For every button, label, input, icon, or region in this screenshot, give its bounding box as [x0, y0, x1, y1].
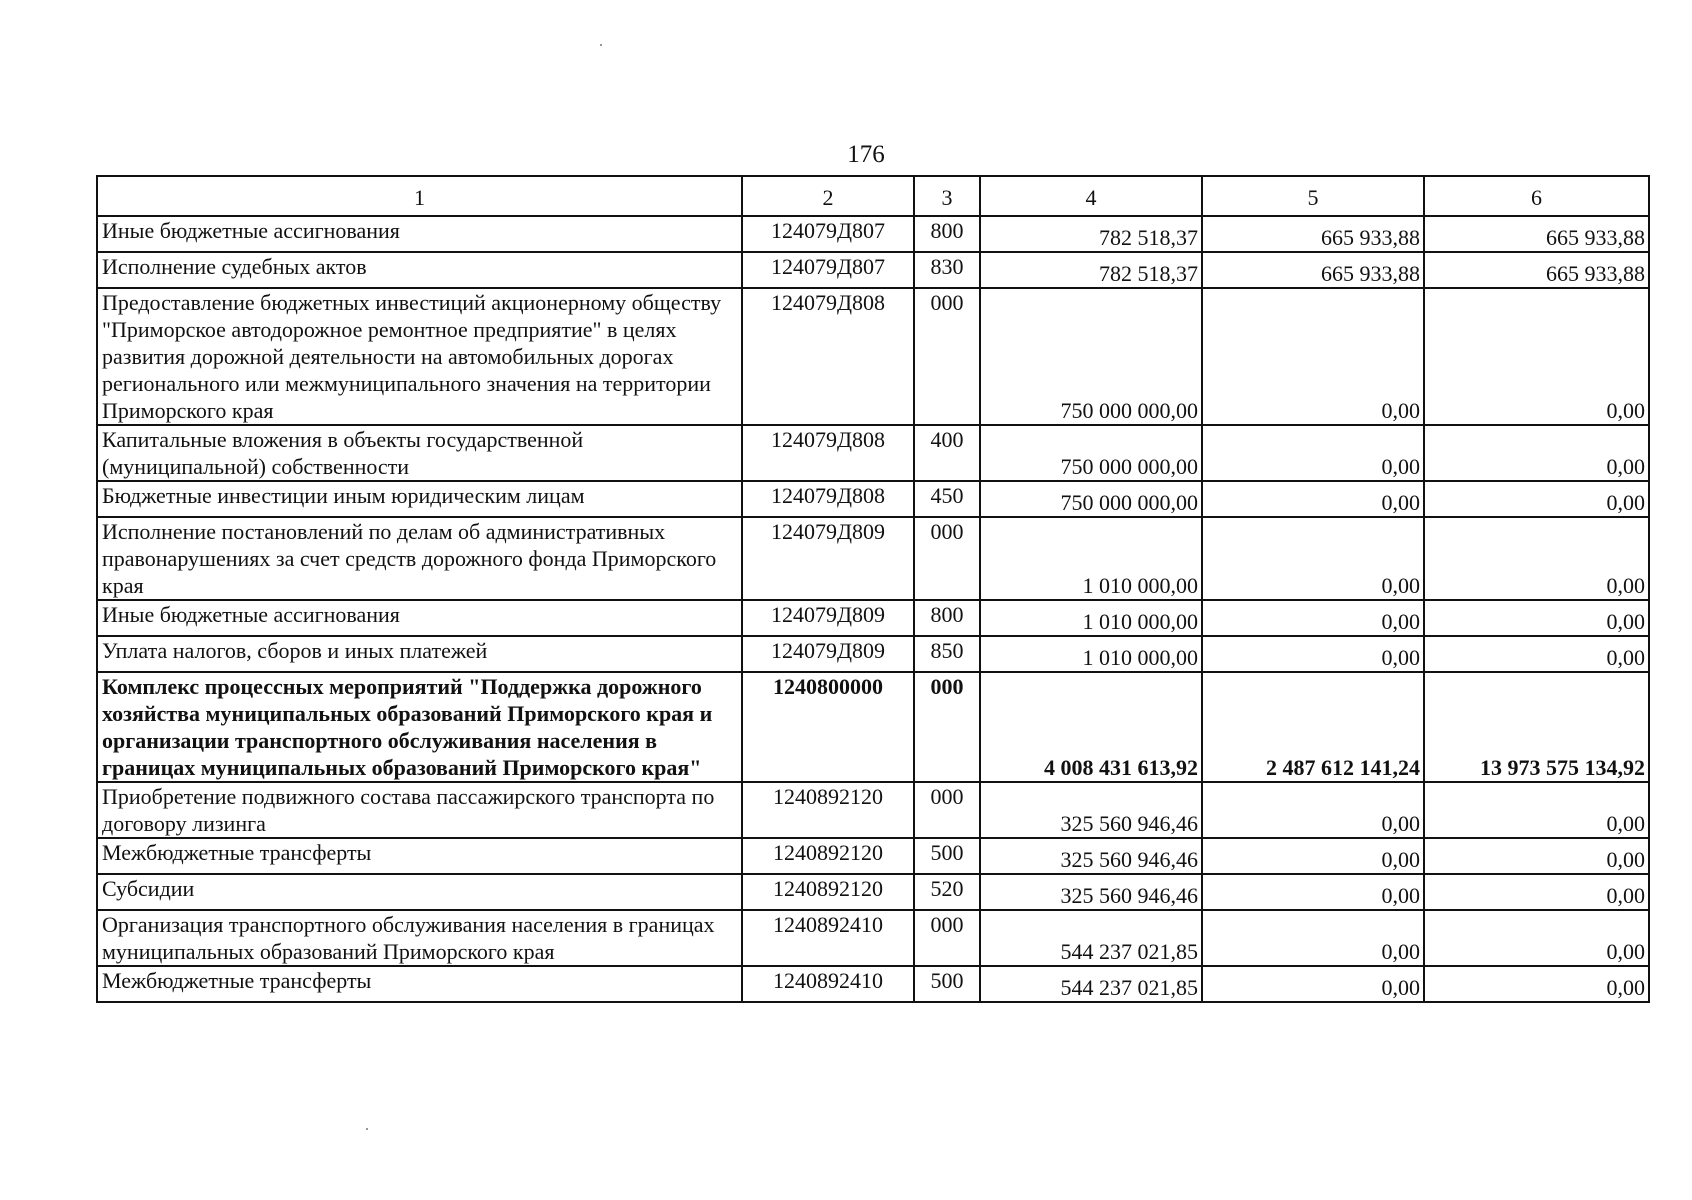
row-code-cell: 124079Д809 — [742, 517, 914, 600]
table-row — [97, 966, 1649, 1002]
row-value-col5: 2 487 612 141,24 — [1202, 672, 1424, 782]
row-value-col6: 13 973 575 134,92 — [1424, 672, 1649, 782]
row-code-cell: 124079Д807 — [742, 216, 914, 252]
row-value-col5: 665 933,88 — [1202, 216, 1424, 252]
row-name-cell: Предоставление бюджетных инвестиций акционерному обществу "Приморское автодорожное ремонтное предприятие" в целях развития дорожной деятельности на автомобильных дорогах регионального или межмуниципального значения на территории Приморского края — [97, 288, 742, 425]
table-row — [97, 636, 1649, 672]
row-value-col6: 0,00 — [1424, 874, 1649, 910]
table-row — [97, 874, 1649, 910]
row-code-cell: 124079Д807 — [742, 252, 914, 288]
row-code-cell: 1240892120 — [742, 782, 914, 838]
row-value-col6: 0,00 — [1424, 481, 1649, 517]
header-col-3: 3 — [914, 176, 980, 216]
row-code-cell: 1240892120 — [742, 874, 914, 910]
row-code-cell: 1240892410 — [742, 910, 914, 966]
row-kind-cell: 400 — [914, 425, 980, 481]
row-kind-cell: 830 — [914, 252, 980, 288]
row-code-cell: 1240800000 — [742, 672, 914, 782]
row-value-col6: 0,00 — [1424, 966, 1649, 1002]
table-row — [97, 782, 1649, 838]
table-header — [97, 176, 1649, 216]
row-value-col4: 750 000 000,00 — [980, 288, 1202, 425]
row-name-cell: Межбюджетные трансферты — [97, 966, 742, 1002]
row-name-cell: Капитальные вложения в объекты государственной (муниципальной) собственности — [97, 425, 742, 481]
row-value-col4: 750 000 000,00 — [980, 425, 1202, 481]
row-kind-cell: 520 — [914, 874, 980, 910]
row-value-col4: 325 560 946,46 — [980, 838, 1202, 874]
header-col-2: 2 — [742, 176, 914, 216]
row-value-col5: 0,00 — [1202, 966, 1424, 1002]
row-value-col4: 544 237 021,85 — [980, 910, 1202, 966]
row-kind-cell: 000 — [914, 782, 980, 838]
row-value-col6: 0,00 — [1424, 910, 1649, 966]
row-value-col6: 0,00 — [1424, 600, 1649, 636]
header-col-5: 5 — [1202, 176, 1424, 216]
table-row — [97, 517, 1649, 600]
row-value-col6: 665 933,88 — [1424, 252, 1649, 288]
row-value-col6: 0,00 — [1424, 288, 1649, 425]
row-kind-cell: 450 — [914, 481, 980, 517]
row-value-col6: 0,00 — [1424, 838, 1649, 874]
row-value-col5: 665 933,88 — [1202, 252, 1424, 288]
row-name-cell: Субсидии — [97, 874, 742, 910]
row-value-col5: 0,00 — [1202, 517, 1424, 600]
table-row — [97, 288, 1649, 425]
row-value-col5: 0,00 — [1202, 782, 1424, 838]
page-number: 176 — [847, 141, 885, 168]
row-value-col4: 325 560 946,46 — [980, 874, 1202, 910]
row-value-col4: 1 010 000,00 — [980, 600, 1202, 636]
row-name-cell: Исполнение постановлений по делам об административных правонарушениях за счет средств дорожного фонда Приморского края — [97, 517, 742, 600]
header-col-4: 4 — [980, 176, 1202, 216]
row-value-col6: 0,00 — [1424, 425, 1649, 481]
row-value-col6: 0,00 — [1424, 782, 1649, 838]
row-name-cell: Межбюджетные трансферты — [97, 838, 742, 874]
table-row — [97, 425, 1649, 481]
row-value-col5: 0,00 — [1202, 425, 1424, 481]
row-name-cell: Иные бюджетные ассигнования — [97, 600, 742, 636]
row-kind-cell: 500 — [914, 838, 980, 874]
budget-table — [96, 175, 1650, 1003]
row-kind-cell: 000 — [914, 288, 980, 425]
header-col-1: 1 — [97, 176, 742, 216]
row-value-col5: 0,00 — [1202, 288, 1424, 425]
row-kind-cell: 000 — [914, 672, 980, 782]
table-body — [97, 216, 1649, 1002]
row-value-col4: 750 000 000,00 — [980, 481, 1202, 517]
row-code-cell: 124079Д808 — [742, 425, 914, 481]
row-value-col4: 1 010 000,00 — [980, 517, 1202, 600]
row-name-cell: Комплекс процессных мероприятий "Поддержка дорожного хозяйства муниципальных образований Приморского края и организации транспортного обслуживания населения в границах муниципальных образований Приморского края" — [97, 672, 742, 782]
row-code-cell: 1240892410 — [742, 966, 914, 1002]
row-value-col4: 1 010 000,00 — [980, 636, 1202, 672]
row-value-col5: 0,00 — [1202, 636, 1424, 672]
table-row — [97, 838, 1649, 874]
row-name-cell: Приобретение подвижного состава пассажирского транспорта по договору лизинга — [97, 782, 742, 838]
table-row — [97, 216, 1649, 252]
row-code-cell: 124079Д808 — [742, 288, 914, 425]
row-code-cell: 1240892120 — [742, 838, 914, 874]
row-value-col4: 782 518,37 — [980, 216, 1202, 252]
row-kind-cell: 800 — [914, 600, 980, 636]
scan-speck — [600, 44, 602, 46]
row-value-col5: 0,00 — [1202, 600, 1424, 636]
header-col-6: 6 — [1424, 176, 1649, 216]
table-row — [97, 910, 1649, 966]
table-row — [97, 252, 1649, 288]
row-kind-cell: 850 — [914, 636, 980, 672]
row-value-col6: 665 933,88 — [1424, 216, 1649, 252]
row-value-col4: 325 560 946,46 — [980, 782, 1202, 838]
row-value-col5: 0,00 — [1202, 838, 1424, 874]
row-kind-cell: 800 — [914, 216, 980, 252]
row-value-col4: 4 008 431 613,92 — [980, 672, 1202, 782]
row-value-col6: 0,00 — [1424, 636, 1649, 672]
row-name-cell: Исполнение судебных актов — [97, 252, 742, 288]
row-code-cell: 124079Д808 — [742, 481, 914, 517]
row-value-col4: 782 518,37 — [980, 252, 1202, 288]
row-name-cell: Уплата налогов, сборов и иных платежей — [97, 636, 742, 672]
row-kind-cell: 000 — [914, 910, 980, 966]
table-row — [97, 600, 1649, 636]
row-name-cell: Организация транспортного обслуживания населения в границах муниципальных образований Приморского края — [97, 910, 742, 966]
row-value-col6: 0,00 — [1424, 517, 1649, 600]
row-value-col5: 0,00 — [1202, 910, 1424, 966]
row-value-col4: 544 237 021,85 — [980, 966, 1202, 1002]
row-name-cell: Иные бюджетные ассигнования — [97, 216, 742, 252]
row-code-cell: 124079Д809 — [742, 600, 914, 636]
row-name-cell: Бюджетные инвестиции иным юридическим лицам — [97, 481, 742, 517]
header-row — [97, 176, 1649, 216]
table-row-section-total — [97, 672, 1649, 782]
table-row — [97, 481, 1649, 517]
row-value-col5: 0,00 — [1202, 874, 1424, 910]
row-value-col5: 0,00 — [1202, 481, 1424, 517]
row-kind-cell: 500 — [914, 966, 980, 1002]
scan-speck — [366, 1128, 368, 1130]
row-code-cell: 124079Д809 — [742, 636, 914, 672]
row-kind-cell: 000 — [914, 517, 980, 600]
